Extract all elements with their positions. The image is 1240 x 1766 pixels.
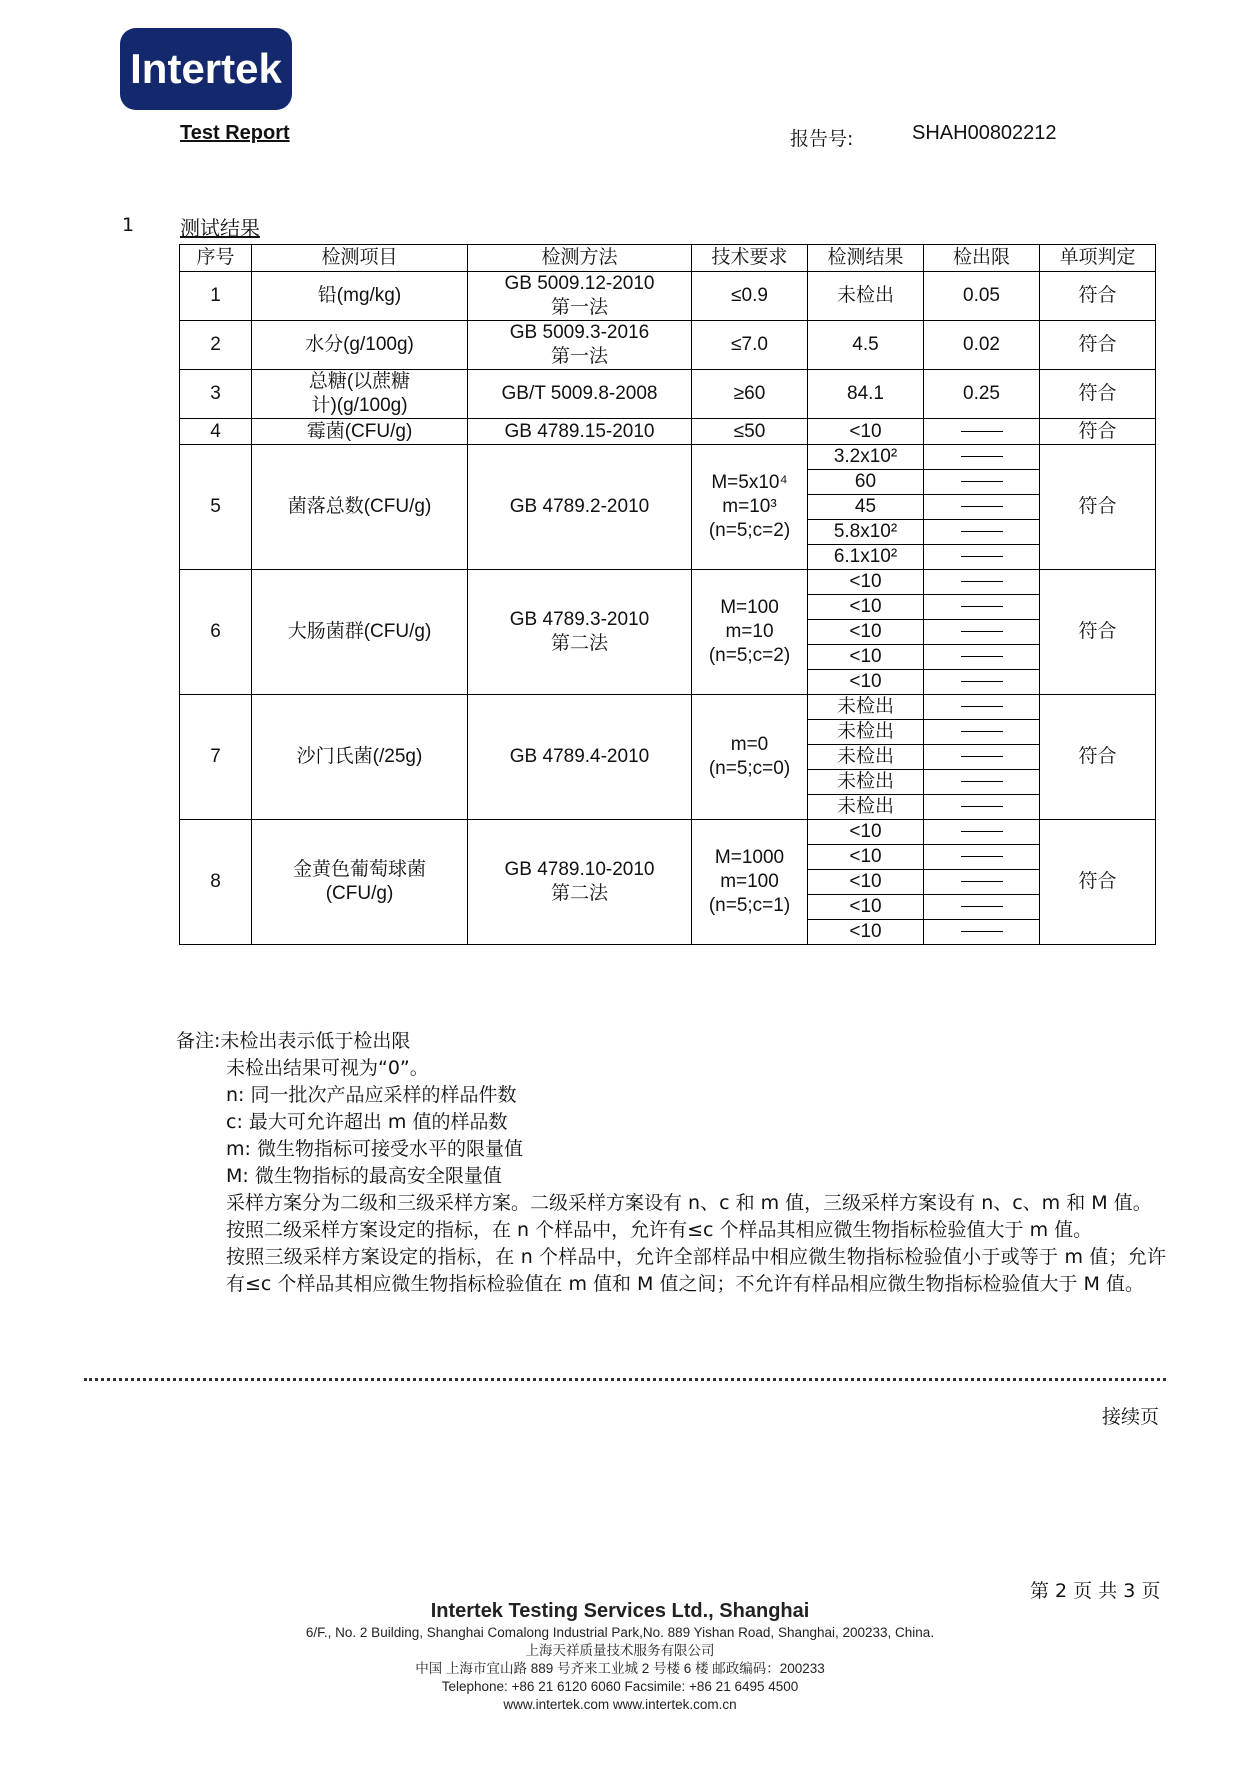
- dash-mark: [961, 431, 1003, 432]
- row-number: 7: [180, 695, 252, 820]
- footer-line: 6/F., No. 2 Building, Shanghai Comalong Industrial Park,No. 889 Yishan Road, Shanghai, 200233, China.: [305, 1625, 935, 1640]
- requirement: [692, 820, 808, 945]
- test-result: <10: [808, 419, 924, 445]
- cell-line: (n=5;c=2): [708, 520, 791, 541]
- footer: [220, 1598, 1020, 1714]
- test-item: [252, 445, 468, 570]
- test-result: <10: [808, 645, 924, 670]
- intertek-logo: Intertek: [120, 28, 292, 110]
- detection-limit: [924, 470, 1040, 495]
- cell-line: M=5x10⁴: [711, 472, 788, 493]
- test-result: 6.1x10²: [808, 545, 924, 570]
- results-table: [179, 244, 1156, 945]
- column-header: 技术要求: [692, 245, 808, 272]
- verdict: 符合: [1040, 445, 1156, 570]
- cell-line: m=100: [720, 871, 779, 892]
- report-number: SHAH00802212: [912, 122, 1057, 144]
- note-line: 按照三级采样方案设定的指标，在 n 个样品中，允许全部样品中相应微生物指标检验值小于或等于 m 值；允许有≤c 个样品其相应微生物指标检验值在 m 值和 M 值之间；不允许有样品相应微生物指标检验值大于 M 值。: [226, 1246, 1166, 1295]
- row-number: 8: [180, 820, 252, 945]
- detection-limit: [924, 419, 1040, 445]
- detection-limit: [924, 720, 1040, 745]
- cell-line: m=0: [730, 734, 769, 755]
- detection-limit: [924, 495, 1040, 520]
- test-method: [468, 695, 692, 820]
- verdict: 符合: [1040, 820, 1156, 945]
- detection-limit: [924, 545, 1040, 570]
- cell-line: M=100: [720, 597, 779, 618]
- test-result: 60: [808, 470, 924, 495]
- cell-line: GB 4789.10-2010: [504, 859, 655, 880]
- dash-mark: [961, 656, 1003, 657]
- table-body: [180, 272, 1156, 945]
- test-item: [252, 419, 468, 445]
- detection-limit: [924, 920, 1040, 945]
- section-title: 测试结果: [180, 216, 260, 240]
- detection-limit: [924, 770, 1040, 795]
- test-method: [468, 272, 692, 321]
- cell-line: M=1000: [714, 847, 785, 868]
- dash-mark: [961, 631, 1003, 632]
- test-result: 未检出: [808, 720, 924, 745]
- detection-limit: 0.05: [924, 272, 1040, 321]
- dash-mark: [961, 456, 1003, 457]
- detection-limit: [924, 570, 1040, 595]
- test-result: 未检出: [808, 795, 924, 820]
- test-item: [252, 321, 468, 370]
- dash-mark: [961, 806, 1003, 807]
- test-result: <10: [808, 820, 924, 845]
- detection-limit: [924, 820, 1040, 845]
- cell-line: 霉菌(CFU/g): [306, 420, 413, 442]
- detection-limit: [924, 695, 1040, 720]
- detection-limit: [924, 895, 1040, 920]
- cell-line: (CFU/g): [325, 883, 394, 904]
- footer-company: Intertek Testing Services Ltd., Shanghai: [430, 1600, 810, 1622]
- cell-line: 第一法: [550, 297, 608, 318]
- test-item: [252, 820, 468, 945]
- cell-line: m=10: [725, 621, 774, 642]
- row-number: 4: [180, 419, 252, 445]
- requirement: [692, 695, 808, 820]
- test-result: <10: [808, 845, 924, 870]
- column-header: 序号: [180, 245, 252, 272]
- test-result: <10: [808, 870, 924, 895]
- row-number: 5: [180, 445, 252, 570]
- cell-line: ≤7.0: [731, 334, 768, 355]
- test-result: <10: [808, 670, 924, 695]
- dash-mark: [961, 831, 1003, 832]
- row-number: 3: [180, 370, 252, 419]
- requirement: [692, 370, 808, 419]
- cell-line: 第二法: [550, 633, 608, 654]
- requirement: [692, 321, 808, 370]
- verdict: 符合: [1040, 695, 1156, 820]
- cell-line: ≤0.9: [731, 285, 768, 306]
- row-number: 6: [180, 570, 252, 695]
- detection-limit: [924, 620, 1040, 645]
- verdict: 符合: [1040, 419, 1156, 445]
- cell-line: GB 5009.3-2016: [509, 322, 650, 343]
- test-result: 45: [808, 495, 924, 520]
- test-result: 84.1: [808, 370, 924, 419]
- dash-mark: [961, 556, 1003, 557]
- test-result: 未检出: [808, 272, 924, 321]
- requirement: [692, 445, 808, 570]
- cell-line: 第一法: [550, 346, 608, 367]
- cell-line: GB 4789.15-2010: [504, 420, 655, 442]
- verdict: 符合: [1040, 272, 1156, 321]
- test-item: [252, 695, 468, 820]
- test-method: [468, 419, 692, 445]
- continued-label: 接续页: [1102, 1406, 1160, 1428]
- detection-limit: [924, 595, 1040, 620]
- cell-line: ≥60: [733, 383, 766, 404]
- cell-line: 水分(g/100g): [305, 334, 414, 355]
- cell-line: (n=5;c=2): [708, 645, 791, 666]
- dash-mark: [961, 481, 1003, 482]
- dash-mark: [961, 756, 1003, 757]
- test-method: [468, 820, 692, 945]
- test-result: <10: [808, 620, 924, 645]
- test-result: 未检出: [808, 745, 924, 770]
- detection-limit: [924, 845, 1040, 870]
- test-method: [468, 570, 692, 695]
- table-row: [180, 445, 1156, 470]
- cell-line: 总糖(以蔗糖: [308, 371, 411, 392]
- note-line: M: 微生物指标的最高安全限量值: [226, 1165, 502, 1187]
- table-row: [180, 695, 1156, 720]
- note-line: m: 微生物指标可接受水平的限量值: [226, 1138, 523, 1160]
- test-method: [468, 370, 692, 419]
- requirement: [692, 570, 808, 695]
- test-result: <10: [808, 595, 924, 620]
- note-line: c: 最大可允许超出 m 值的样品数: [226, 1111, 508, 1133]
- cell-line: (n=5;c=0): [708, 758, 791, 779]
- footer-line: Telephone: +86 21 6120 6060 Facsimile: +86 21 6495 4500: [441, 1679, 799, 1694]
- note-line: 未检出结果可视为“0”。: [226, 1057, 429, 1079]
- test-result: <10: [808, 920, 924, 945]
- cell-line: m=10³: [722, 496, 777, 517]
- cell-line: 计)(g/100g): [311, 395, 408, 416]
- column-header: 检出限: [924, 245, 1040, 272]
- detection-limit: [924, 870, 1040, 895]
- section-number: 1: [122, 214, 135, 236]
- table-row: [180, 272, 1156, 321]
- dash-mark: [961, 706, 1003, 707]
- dash-mark: [961, 906, 1003, 907]
- detection-limit: [924, 670, 1040, 695]
- note-line: 采样方案分为二级和三级采样方案。二级采样方案设有 n、c 和 m 值，三级采样方案设有 n、c、m 和 M 值。: [226, 1192, 1152, 1214]
- verdict: 符合: [1040, 570, 1156, 695]
- footer-line: 上海天祥质量技术服务有限公司: [525, 1643, 715, 1658]
- cell-line: ≤50: [733, 420, 766, 442]
- note-line: 按照二级采样方案设定的指标，在 n 个样品中，允许有≤c 个样品其相应微生物指标检验值大于 m 值。: [226, 1219, 1093, 1241]
- detection-limit: [924, 445, 1040, 470]
- cell-line: GB 4789.4-2010: [509, 746, 650, 767]
- test-result: <10: [808, 895, 924, 920]
- requirement: [692, 272, 808, 321]
- detection-limit: [924, 645, 1040, 670]
- page-number: 第 2 页 共 3 页: [1030, 1580, 1161, 1602]
- dash-mark: [961, 931, 1003, 932]
- dash-mark: [961, 506, 1003, 507]
- detection-limit: [924, 745, 1040, 770]
- cell-line: GB 4789.3-2010: [509, 609, 650, 630]
- footer-line: www.intertek.com www.intertek.com.cn: [503, 1697, 737, 1712]
- test-item: [252, 570, 468, 695]
- table-header-row: [180, 245, 1156, 272]
- footer-line: 中国 上海市宜山路 889 号齐来工业城 2 号楼 6 楼 邮政编码：200233: [415, 1661, 825, 1676]
- column-header: 检测结果: [808, 245, 924, 272]
- dash-mark: [961, 781, 1003, 782]
- cell-line: 第二法: [550, 883, 608, 904]
- cell-line: 沙门氏菌(/25g): [296, 746, 423, 767]
- cell-line: 菌落总数(CFU/g): [287, 496, 432, 517]
- test-result: 5.8x10²: [808, 520, 924, 545]
- column-header: 检测项目: [252, 245, 468, 272]
- cell-line: 铅(mg/kg): [317, 285, 402, 306]
- cell-line: 金黄色葡萄球菌: [292, 859, 426, 880]
- test-item: [252, 272, 468, 321]
- row-number: 1: [180, 272, 252, 321]
- cell-line: GB/T 5009.8-2008: [501, 383, 658, 404]
- table-row: [180, 419, 1156, 445]
- verdict: 符合: [1040, 370, 1156, 419]
- table-row: [180, 570, 1156, 595]
- cell-line: GB 5009.12-2010: [504, 273, 655, 294]
- cell-line: (n=5;c=1): [708, 895, 791, 916]
- dash-mark: [961, 581, 1003, 582]
- detection-limit: [924, 520, 1040, 545]
- table-row: [180, 820, 1156, 845]
- dash-mark: [961, 606, 1003, 607]
- test-method: [468, 445, 692, 570]
- verdict: 符合: [1040, 321, 1156, 370]
- table-row: [180, 370, 1156, 419]
- dash-mark: [961, 881, 1003, 882]
- row-number: 2: [180, 321, 252, 370]
- requirement: [692, 419, 808, 445]
- test-result: 未检出: [808, 695, 924, 720]
- detection-limit: [924, 795, 1040, 820]
- test-result: 3.2x10²: [808, 445, 924, 470]
- column-header: 单项判定: [1040, 245, 1156, 272]
- cell-line: 大肠菌群(CFU/g): [287, 621, 432, 642]
- notes: [176, 1028, 1166, 1298]
- detection-limit: 0.02: [924, 321, 1040, 370]
- report-number-label: 报告号:: [790, 128, 854, 150]
- dash-mark: [961, 856, 1003, 857]
- detection-limit: 0.25: [924, 370, 1040, 419]
- dash-mark: [961, 681, 1003, 682]
- test-item: [252, 370, 468, 419]
- dash-mark: [961, 731, 1003, 732]
- divider: [84, 1378, 1166, 1387]
- column-header: 检测方法: [468, 245, 692, 272]
- test-result: 4.5: [808, 321, 924, 370]
- test-result: <10: [808, 570, 924, 595]
- note-line: n: 同一批次产品应采样的样品件数: [226, 1084, 517, 1106]
- cell-line: GB 4789.2-2010: [509, 496, 650, 517]
- notes-lead: 备注:未检出表示低于检出限: [176, 1030, 411, 1052]
- test-result: 未检出: [808, 770, 924, 795]
- table-row: [180, 321, 1156, 370]
- dash-mark: [961, 531, 1003, 532]
- test-method: [468, 321, 692, 370]
- report-title: Test Report: [180, 122, 290, 144]
